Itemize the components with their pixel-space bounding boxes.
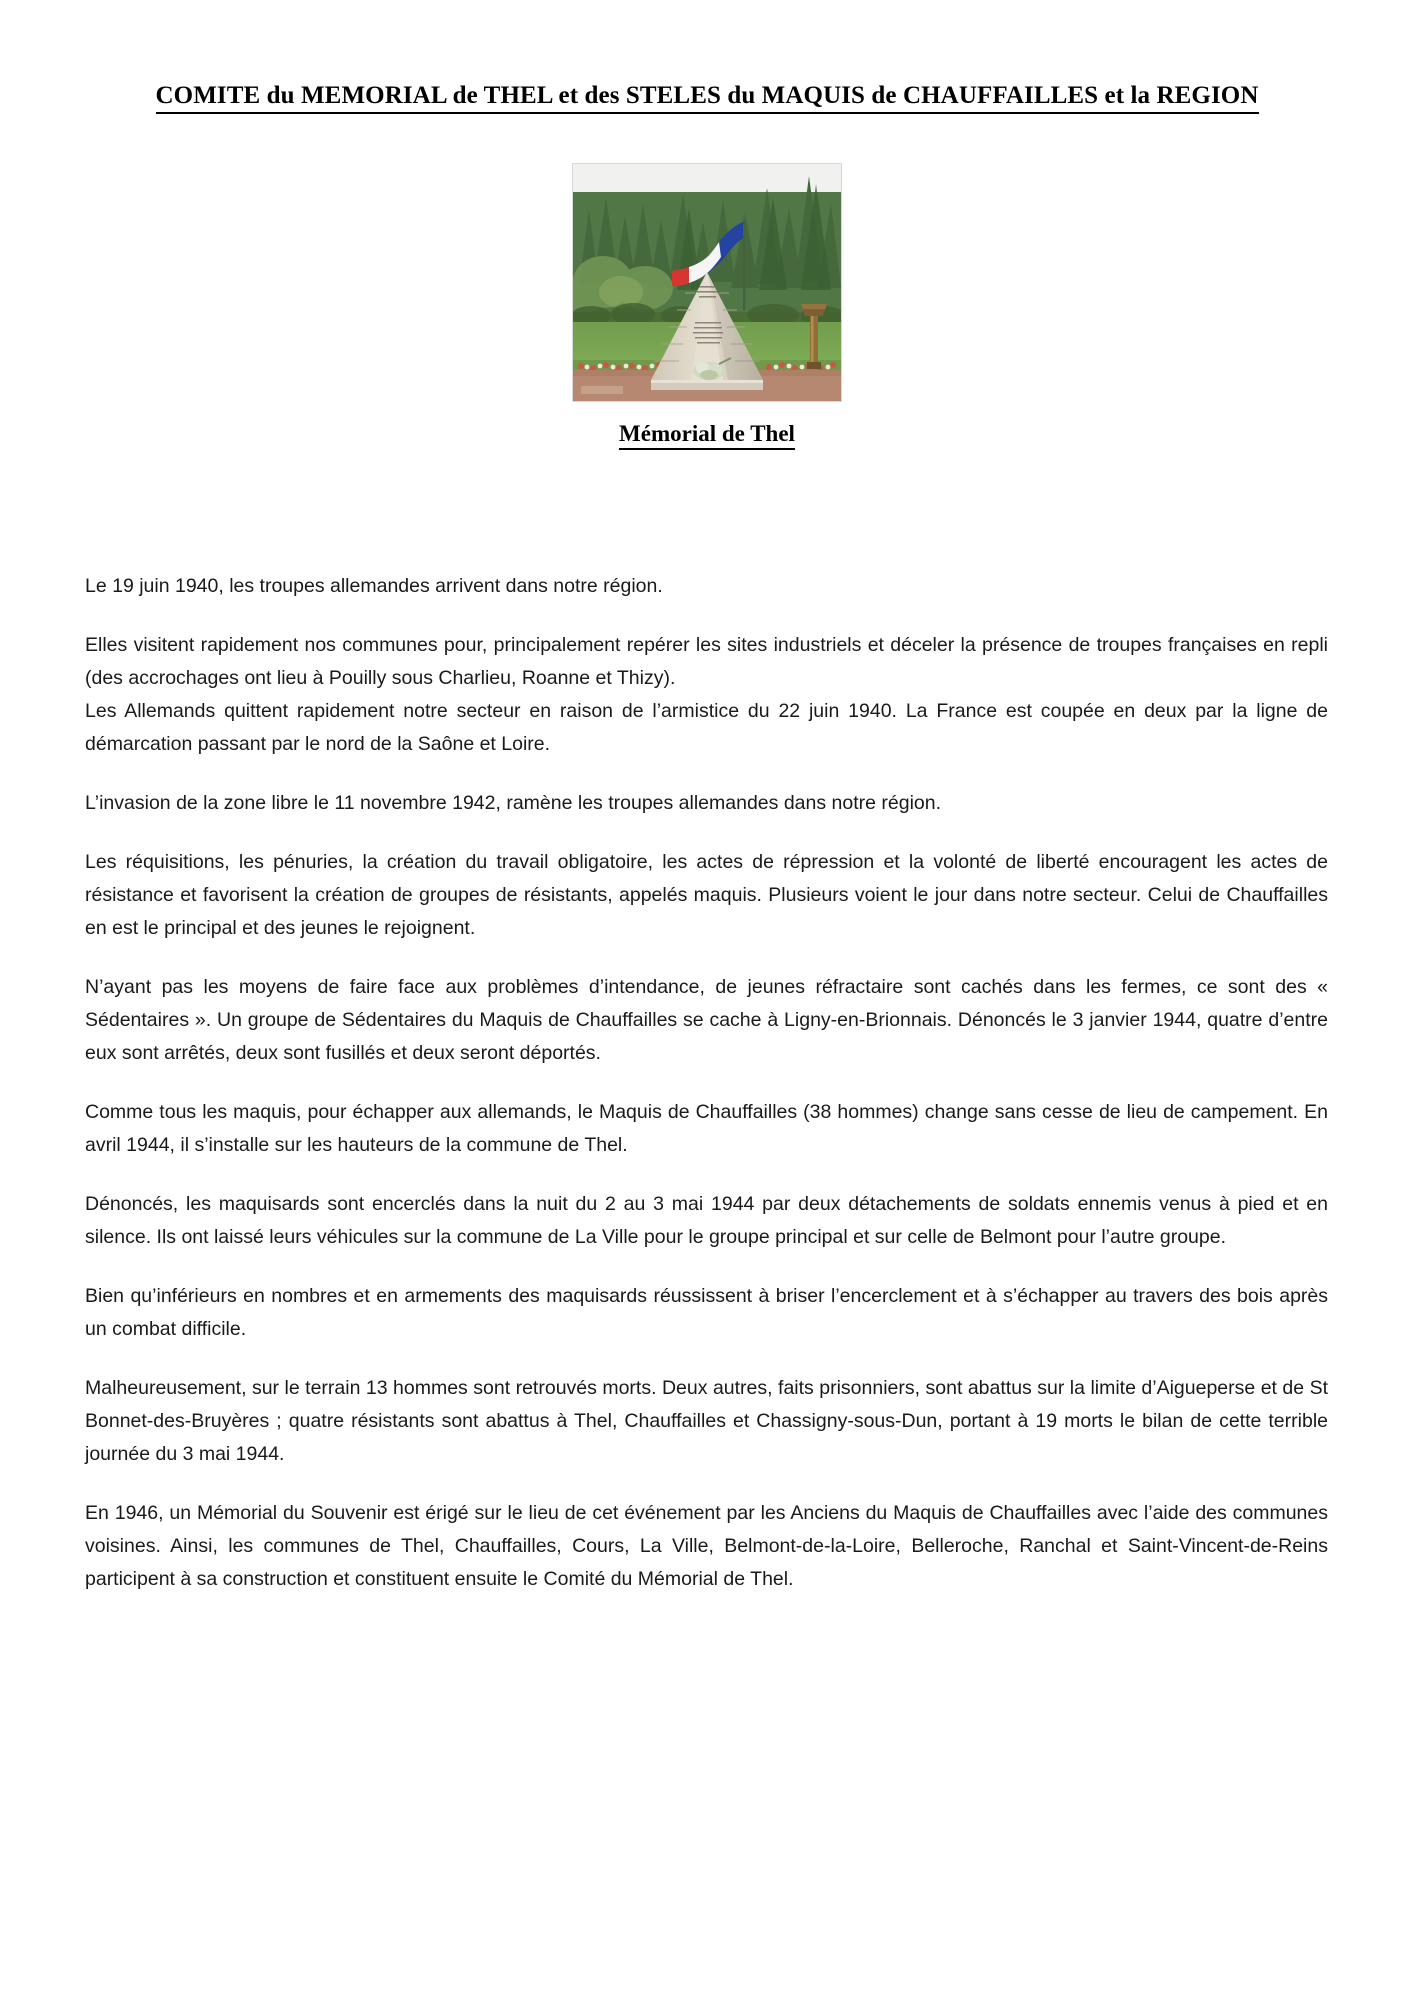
figure-caption-text: Mémorial de Thel — [619, 421, 795, 450]
page-title-text: COMITE du MEMORIAL de THEL et des STELES du MAQUIS de CHAUFFAILLES et la REGION — [156, 81, 1259, 114]
paragraph-2a: Elles visitent rapidement nos communes pour, principalement repérer les sites industriels et déceler la présence de troupes françaises en repli (des accrochages ont lieu à Pouilly sous Charlieu, Roanne et Thizy). — [85, 634, 1328, 689]
page-title — [0, 81, 1414, 114]
paragraph-7: Dénoncés, les maquisards sont encerclés dans la nuit du 2 au 3 mai 1944 par deux détachements de soldats ennemis venus à pied et en silence. Ils ont laissé leurs véhicules sur la commune de La Ville pour le groupe principal et sur celle de Belmont pour l’autre groupe. — [85, 1193, 1328, 1248]
memorial-photo-image — [573, 164, 841, 401]
paragraph-1: Le 19 juin 1940, les troupes allemandes arrivent dans notre région. — [85, 575, 663, 597]
paragraph-6: Comme tous les maquis, pour échapper aux allemands, le Maquis de Chauffailles (38 hommes) change sans cesse de lieu de campement. En avril 1944, il s’installe sur les hauteurs de la commune de Thel. — [85, 1101, 1328, 1156]
paragraph-3: L’invasion de la zone libre le 11 novembre 1942, ramène les troupes allemandes dans notre région. — [85, 792, 942, 814]
paragraph-4: Les réquisitions, les pénuries, la création du travail obligatoire, les actes de répression et la volonté de liberté encouragent les actes de résistance et favorisent la création de groupes de résistants, appelés maquis. Plusieurs voient le jour dans notre secteur. Celui de Chauffailles en est le principal et des jeunes le rejoignent. — [85, 851, 1328, 939]
paragraph-2b: Les Allemands quittent rapidement notre secteur en raison de l’armistice du 22 juin 1940. La France est coupée en deux par la ligne de démarcation passant par le nord de la Saône et Loire. — [85, 700, 1328, 755]
paragraph-9: Malheureusement, sur le terrain 13 hommes sont retrouvés morts. Deux autres, faits prisonniers, sont abattus sur la limite d’Aigueperse et de St Bonnet-des-Bruyères ; quatre résistants sont abattus à Thel, Chauffailles et Chassigny-sous-Dun, portant à 19 morts le bilan de cette terrible journée du 3 mai 1944. — [85, 1377, 1328, 1465]
body-text — [85, 570, 1328, 1622]
paragraph-10: En 1946, un Mémorial du Souvenir est érigé sur le lieu de cet événement par les Anciens du Maquis de Chauffailles avec l’aide des communes voisines. Ainsi, les communes de Thel, Chauffailles, Cours, La Ville, Belmont-de-la-Loire, Belleroche, Ranchal et Saint-Vincent-de-Reins participent à sa construction et constituent ensuite le Comité du Mémorial de Thel. — [85, 1502, 1328, 1590]
figure-caption — [0, 421, 1414, 450]
paragraph-8: Bien qu’inférieurs en nombres et en armements des maquisards réussissent à briser l’encerclement et à s’échapper au travers des bois après un combat difficile. — [85, 1285, 1328, 1340]
paragraph-group-2 — [85, 629, 1328, 761]
memorial-photo — [572, 163, 842, 402]
figure-memorial — [0, 163, 1414, 450]
paragraph-5: N’ayant pas les moyens de faire face aux problèmes d’intendance, de jeunes réfractaire sont cachés dans les fermes, ce sont des « Sédentaires ». Un groupe de Sédentaires du Maquis de Chauffailles se cache à Ligny-en-Brionnais. Dénoncés le 3 janvier 1944, quatre d’entre eux sont arrêtés, deux sont fusillés et deux seront déportés. — [85, 976, 1328, 1064]
